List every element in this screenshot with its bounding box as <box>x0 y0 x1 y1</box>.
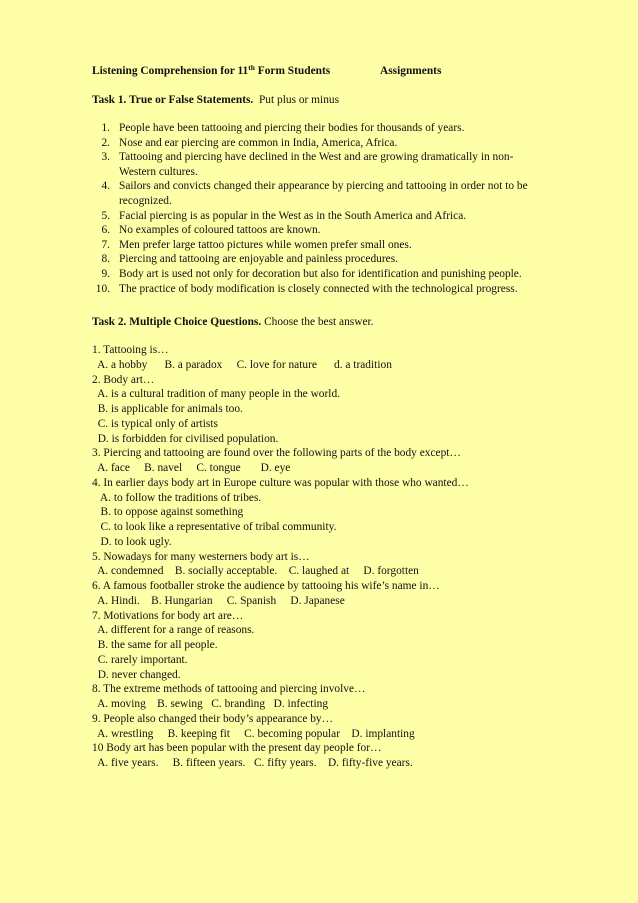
statement-text: Western cultures. <box>119 165 198 178</box>
answer-options: A. is a cultural tradition of many people in the world. <box>92 388 341 401</box>
statement-text: Piercing and tattooing are enjoyable and painless procedures. <box>119 253 398 266</box>
question-text: 3. Piercing and tattooing are found over the following parts of the body except… <box>92 447 461 460</box>
statement-number: 8. <box>101 253 110 266</box>
question-text: 1. Tattooing is… <box>92 344 169 356</box>
answer-options: A. a hobby B. a paradox C. love for nature d. a tradition <box>92 358 392 371</box>
statement-text: Men prefer large tattoo pictures while women prefer small ones. <box>119 238 412 251</box>
answer-options: A. Hindi. B. Hungarian C. Spanish D. Japanese <box>92 594 345 607</box>
question-text: 10 Body art has been popular with the present day people for… <box>92 742 382 755</box>
page-title <box>92 64 330 78</box>
statement-text: Facial piercing is as popular in the West as in the South America and Africa. <box>119 209 467 222</box>
statement-text: Tattooing and piercing have declined in the West and are growing dramatically in non- <box>119 151 514 164</box>
task2-instruction: Choose the best answer. <box>264 316 374 328</box>
answer-options: A. moving B. sewing C. branding D. infecting <box>92 698 329 710</box>
answer-options: A. to follow the traditions of tribes. <box>92 491 262 504</box>
question-text: 6. A famous footballer stroke the audience by tattooing his wife’s name in… <box>92 580 440 592</box>
question-text: 9. People also changed their body’s appearance by… <box>92 712 334 725</box>
statement-text: Sailors and convicts changed their appearance by piercing and tattooing in order not to be <box>119 180 528 193</box>
question-text: 5. Nowadays for many westerners body art is… <box>92 550 310 563</box>
answer-options: C. rarely important. <box>92 653 188 666</box>
question-text: 8. The extreme methods of tattooing and piercing involve… <box>92 683 366 696</box>
title-text: Listening Comprehension for 11 <box>92 65 249 77</box>
statement-number: 9. <box>101 268 110 280</box>
statement-number: 6. <box>101 224 110 237</box>
answer-options: D. is forbidden for civilised population. <box>92 432 279 445</box>
answer-options: B. to oppose against something <box>92 506 244 519</box>
statement-number: 1. <box>101 122 110 134</box>
answer-options: A. different for a range of reasons. <box>92 624 255 637</box>
task1-heading-line <box>92 93 339 107</box>
answer-options: B. the same for all people. <box>92 639 218 651</box>
task2-heading: Task 2. Multiple Choice Questions. <box>92 316 262 328</box>
statement-text: recognized. <box>119 194 172 207</box>
statement-text: No examples of coloured tattoos are known. <box>119 224 321 237</box>
question-text: 7. Motivations for body art are… <box>92 609 244 622</box>
statement-text: The practice of body modification is closely connected with the technological progress. <box>119 282 518 295</box>
statement-number: 2. <box>101 136 110 149</box>
question-text: 4. In earlier days body art in Europe culture was popular with those who wanted… <box>92 476 469 489</box>
answer-options: A. condemned B. socially acceptable. C. laughed at D. forgotten <box>92 565 419 578</box>
assignments-label: Assignments <box>380 65 442 77</box>
answer-options: A. wrestling B. keeping fit C. becoming popular D. implanting <box>92 727 415 740</box>
statement-number: 7. <box>101 238 110 251</box>
statement-number: 5. <box>101 209 110 222</box>
answer-options: B. is applicable for animals too. <box>92 403 243 415</box>
answer-options: A. face B. navel C. tongue D. eye <box>92 462 291 474</box>
task2-heading-line <box>92 315 374 329</box>
statement-text: Body art is used not only for decoration but also for identification and punishing people. <box>119 268 522 280</box>
answer-options: A. five years. B. fifteen years. C. fifty years. D. fifty-five years. <box>92 757 413 769</box>
title-superscript: th <box>248 63 255 72</box>
answer-options: D. never changed. <box>92 668 181 681</box>
statement-number: 10. <box>95 282 110 295</box>
statement-number: 4. <box>101 180 110 193</box>
answer-options: C. is typical only of artists <box>92 417 218 430</box>
question-text: 2. Body art… <box>92 373 155 386</box>
statement-text: People have been tattooing and piercing their bodies for thousands of years. <box>119 122 465 134</box>
statement-number: 3. <box>101 151 110 164</box>
task1-instruction: Put plus or minus <box>258 94 340 106</box>
title-text-end: Form Students <box>254 65 331 77</box>
answer-options: C. to look like a representative of tribal community. <box>92 521 337 533</box>
answer-options: D. to look ugly. <box>92 535 172 548</box>
statement-text: Nose and ear piercing are common in India, America, Africa. <box>119 136 398 149</box>
task1-heading: Task 1. True or False Statements. <box>92 94 254 106</box>
